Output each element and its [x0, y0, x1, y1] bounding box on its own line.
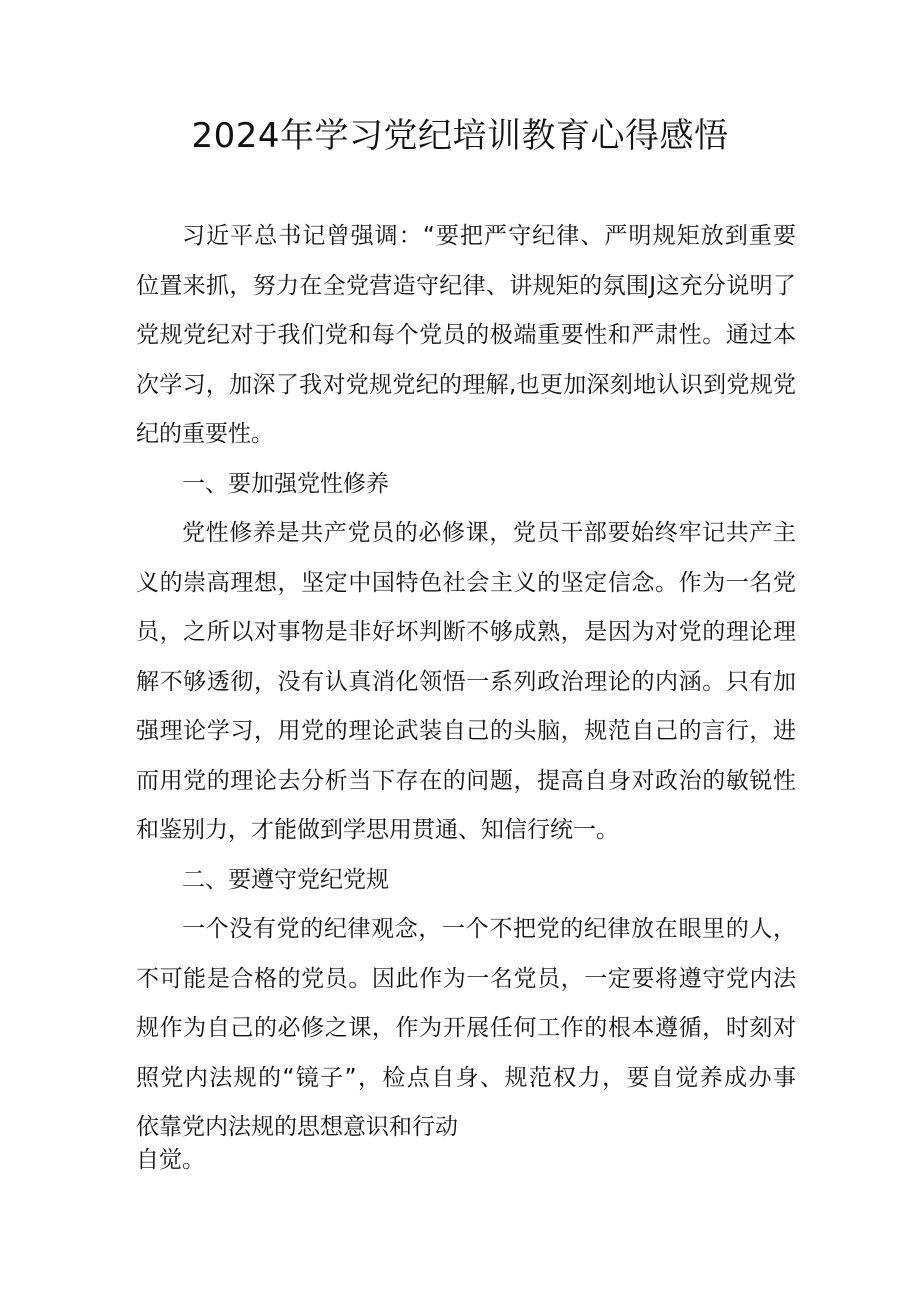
paragraph-line: 员，之所以对事物是非好坏判断不够成熟，是因为对党的理论理	[136, 619, 796, 645]
paragraph-line: 强理论学习，用党的理论武装自己的头脑，规范自己的言行，进	[136, 718, 796, 744]
paragraph-line: 党性修养是共产党员的必修课，党员干部要始终牢记共产主	[182, 520, 796, 546]
paragraph-line: 照党内法规的“镜子”，检点自身、规范权力，要自觉养成办事	[136, 1064, 796, 1091]
paragraph-line: 规作为自己的必修之课，作为开展任何工作的根本遵循，时刻对	[136, 1015, 796, 1041]
paragraph-line: 依靠党内法规的思想意识和行动	[136, 1114, 458, 1140]
paragraph-line: 纪的重要性。	[136, 421, 274, 447]
paragraph-line: 党规党纪对于我们党和每个党员的极端重要性和严肃性。通过本	[136, 322, 796, 348]
section-heading-1: 一、要加强党性修养	[182, 470, 389, 497]
closing-line: 自觉。	[136, 1147, 205, 1173]
paragraph-line: 习近平总书记曾强调：“要把严守纪律、严明规矩放到重要	[182, 223, 796, 249]
paragraph-line: 次学习，加深了我对党规党纪的理解,也更加深刻地认识到党规党	[136, 371, 796, 398]
paragraph-line: 解不够透彻，没有认真消化领悟一系列政治理论的内涵。只有加	[136, 668, 796, 695]
section-heading-2: 二、要遵守党纪党规	[182, 866, 389, 893]
paragraph-line: 位置来抓，努力在全党营造守纪律、讲规矩的氛围J这充分说明了	[136, 272, 796, 299]
paragraph-line: 和鉴别力，才能做到学思用贯通、知信行统一。	[136, 817, 619, 843]
document-body	[136, 212, 796, 1153]
paragraph-line: 不可能是合格的党员。因此作为一名党员，一定要将遵守党内法	[136, 965, 796, 992]
page-title: 2024年学习党纪培训教育心得感悟	[191, 116, 729, 156]
paragraph-line: 而用党的理论去分析当下存在的问题，提高自身对政治的敏锐性	[136, 767, 796, 794]
paragraph-line: 义的崇高理想，坚定中国特色社会主义的坚定信念。作为一名党	[136, 569, 796, 596]
paragraph-line: 一个没有党的纪律观念，一个不把党的纪律放在眼里的人，	[182, 916, 796, 942]
